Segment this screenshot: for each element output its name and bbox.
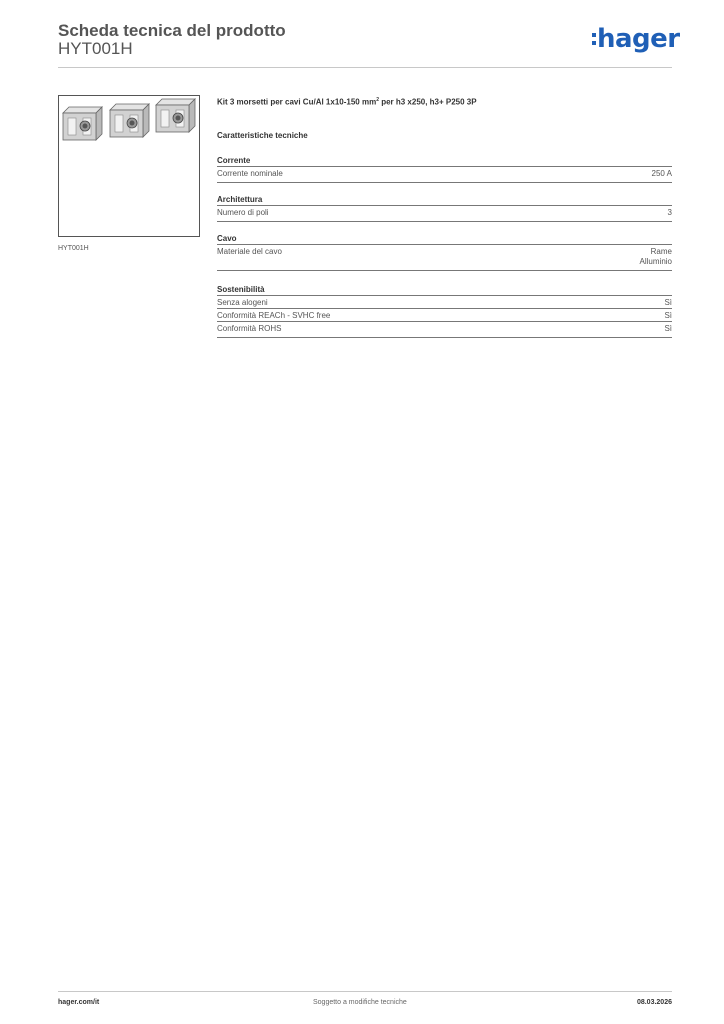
spec-label: Conformità ROHS: [217, 324, 282, 333]
spec-label: Senza alogeni: [217, 298, 268, 307]
footer-divider: [58, 991, 672, 992]
spec-label: Numero di poli: [217, 208, 269, 217]
spec-group-architettura: [217, 194, 672, 222]
spec-value-line: Sì: [664, 311, 672, 320]
spec-group-title: Cavo: [217, 234, 237, 243]
footer-note: Soggetto a modifiche tecniche: [313, 999, 407, 1006]
spec-value: [664, 311, 672, 321]
logo-text: hager: [597, 24, 680, 54]
spec-label: Corrente nominale: [217, 169, 283, 178]
product-description: [217, 97, 477, 107]
spec-group-title: Sostenibilità: [217, 285, 265, 294]
spec-value-line: 250 A: [651, 169, 672, 178]
description-text: Kit 3 morsetti per cavi Cu/Al 1x10-150 mm: [217, 97, 377, 107]
spec-value: [640, 247, 672, 267]
product-image: [58, 95, 200, 237]
description-superscript: 2: [376, 97, 379, 103]
spec-row: [217, 308, 672, 321]
spec-group-sostenibilita: [217, 284, 672, 338]
spec-row: [217, 244, 672, 271]
logo-dots-icon: [592, 26, 596, 49]
document-title: Scheda tecnica del prodotto: [58, 21, 286, 40]
image-caption: HYT001H: [58, 245, 89, 252]
footer-date: 08.03.2026: [636, 999, 672, 1006]
website-link[interactable]: hager.com/it: [58, 999, 100, 1006]
spec-label: Conformità REACh - SVHC free: [217, 311, 331, 320]
spec-value: [664, 324, 672, 334]
header-divider: [58, 67, 672, 68]
spec-group-corrente: [217, 155, 672, 183]
spec-group-title: Architettura: [217, 195, 263, 204]
specs-section-title: Caratteristiche tecniche: [217, 131, 308, 140]
terminal-block-3: [156, 99, 195, 132]
spec-group-title: Corrente: [217, 156, 251, 165]
spec-label: Materiale del cavo: [217, 247, 282, 256]
spec-value: [652, 169, 672, 179]
spec-value-line: Sì: [664, 324, 672, 333]
spec-value: [668, 208, 672, 218]
spec-row: [217, 166, 672, 183]
hager-logo: [592, 26, 680, 52]
terminal-block-2: [110, 104, 149, 137]
spec-value: [664, 298, 672, 308]
spec-row: [217, 295, 672, 308]
spec-row: [217, 321, 672, 338]
product-code: HYT001H: [58, 39, 133, 58]
terminal-block-1: [63, 107, 102, 140]
terminal-kit-illustration: [59, 96, 199, 236]
description-text-end: per h3 x250, h3+ P250 3P: [378, 97, 477, 107]
spec-value-line: 3: [667, 208, 672, 217]
spec-value-line: Rame: [650, 247, 672, 256]
spec-value-line: Alluminio: [639, 257, 672, 266]
spec-value-line: Sì: [664, 298, 672, 307]
spec-group-cavo: [217, 233, 672, 271]
spec-row: [217, 205, 672, 222]
